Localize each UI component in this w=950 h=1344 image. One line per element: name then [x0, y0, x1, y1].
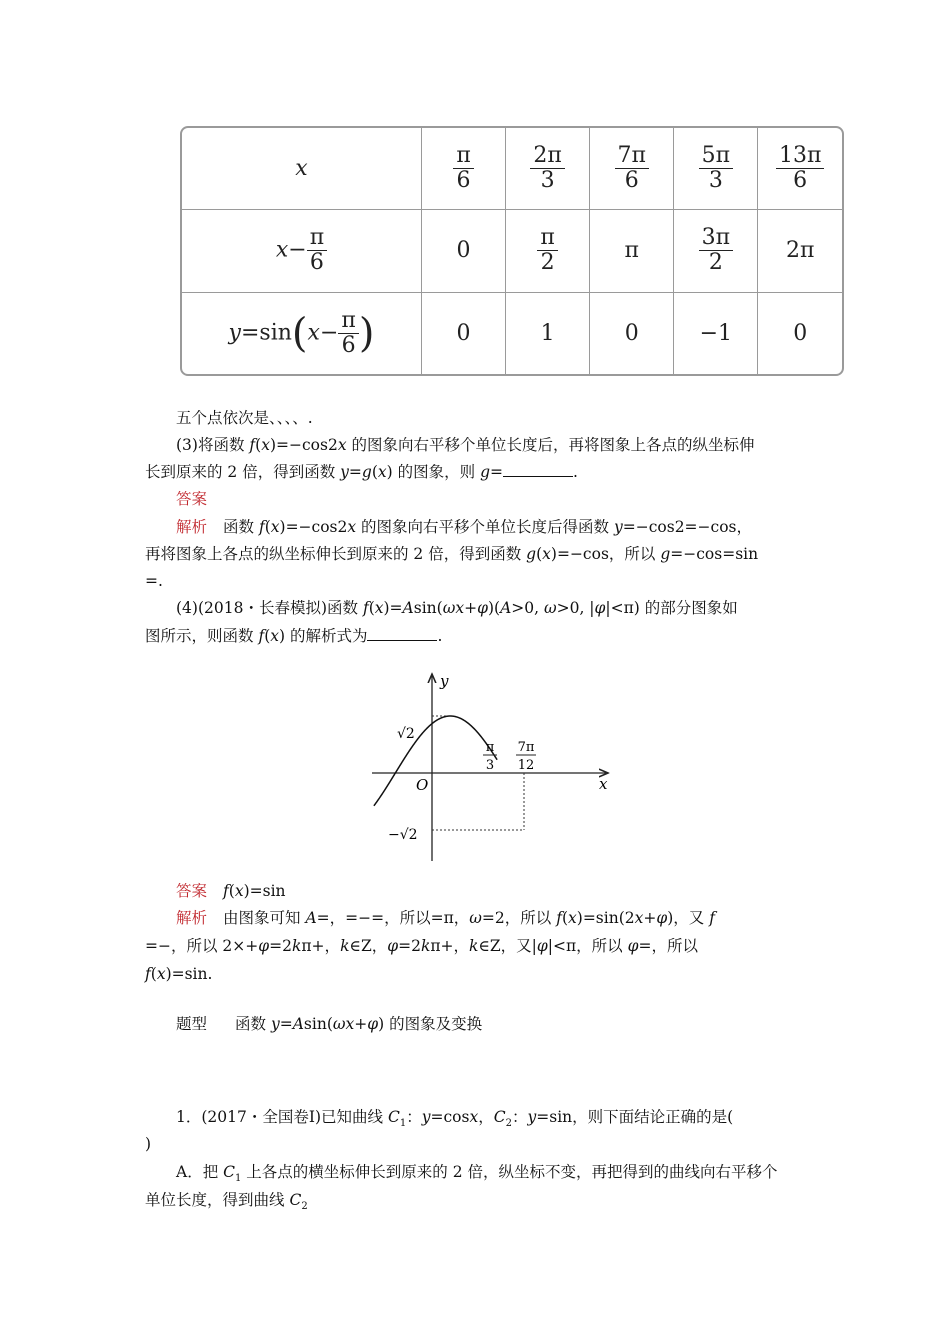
table-cell: 0 [758, 292, 842, 374]
table-cell: 0 [422, 292, 506, 374]
sine-curve [374, 716, 497, 806]
table-cell: 0 [422, 210, 506, 293]
table-cell: $\frac{7\pi}{6}$ [590, 128, 674, 210]
answer-label: 答案 [176, 882, 208, 900]
question-1: 1．(2017・全国卷Ⅰ)已知曲线 $C_1$：y=cosx，$C_2$：y=sin，则下面结论正确的是( [176, 1108, 734, 1130]
table-cell: $\frac{\pi}{6}$ [422, 128, 506, 210]
text-line: 再将图象上各点的纵坐标伸长到原来的 2 倍，得到函数 g(x)=−cos，所以 g=−cos=sin [145, 545, 759, 563]
table-cell: 1 [506, 292, 590, 374]
row-header-y: y=sin(x− $\frac{\pi}{6}$ ) [182, 292, 422, 374]
table-cell: $\frac{2\pi}{3}$ [506, 128, 590, 210]
tick-pi-3-num: π [485, 740, 495, 755]
table-row-shift [182, 210, 842, 293]
text-line: f(x)=sin. [145, 965, 213, 983]
tick-7pi-12-num: 7π [517, 740, 535, 755]
solution-label: 解析 [176, 518, 208, 536]
table-cell: 2π [758, 210, 842, 293]
text-line: 单位长度，得到曲线 $C_2$ [145, 1191, 308, 1213]
value-table [180, 126, 844, 376]
tick-7pi-12-den: 12 [517, 758, 535, 773]
answer-line-4: 答案 f(x)=sin [176, 882, 286, 900]
table-row-y [182, 292, 842, 374]
table-cell: $\frac{3\pi}{2}$ [674, 210, 758, 293]
text-line: 五个点依次是、、、、. [176, 409, 313, 427]
solution-label: 解析 [176, 909, 208, 927]
table-cell: $\frac{5\pi}{3}$ [674, 128, 758, 210]
answer-label: 答案 [176, 490, 208, 508]
solution-line: 解析 函数 f(x)=−cos2x 的图象向右平移个单位长度后得函数 y=−cos2=−cos， [176, 518, 752, 536]
row-header-x: x [182, 128, 422, 210]
table-cell: 0 [590, 292, 674, 374]
solution-line: 解析 由图象可知 A=，=−=，所以=π，ω=2，所以 f(x)=sin(2x+φ)，又 f [176, 909, 715, 927]
text-line: 图所示，则函数 f(x) 的解析式为 . [145, 627, 443, 645]
section-heading: 题型 函数 y=Asin(ωx+φ) 的图象及变换 [176, 1015, 483, 1033]
table-cell: $\frac{13\pi}{6}$ [758, 128, 842, 210]
option-a: A．把 $C_1$ 上各点的横坐标伸长到原来的 2 倍，纵坐标不变，再把得到的曲线向右平移个 [176, 1163, 778, 1185]
table-cell: $\frac{\pi}{2}$ [506, 210, 590, 293]
text-line: =. [145, 572, 163, 590]
table-row-x [182, 128, 842, 210]
answer-blank [503, 462, 573, 477]
y-axis-label: y [440, 672, 449, 690]
sqrt2-label: √2 [397, 726, 415, 742]
table-cell: π [590, 210, 674, 293]
text-line: 长到原来的 2 倍，得到函数 y=g(x) 的图象，则 g= . [145, 463, 578, 481]
tick-pi-3-den: 3 [485, 758, 495, 773]
sine-graph [366, 656, 628, 872]
answer-blank [367, 626, 437, 641]
question-3: (3)将函数 f(x)=−cos2x 的图象向右平移个单位长度后，再将图象上各点的纵坐标伸 [176, 436, 755, 454]
origin-label: O [416, 776, 429, 794]
neg-sqrt2-label: −√2 [388, 827, 418, 843]
question-4: (4)(2018・长春模拟)函数 f(x)=Asin(ωx+φ)(A>0, ω>0, |φ|<π) 的部分图象如 [176, 599, 738, 617]
table-cell: −1 [674, 292, 758, 374]
x-axis-label: x [599, 775, 608, 793]
text-line: =−，所以 2×+φ=2kπ+，k∈Z，φ=2kπ+，k∈Z，又|φ|<π，所以 φ=，所以 [145, 937, 698, 955]
text-line: ) [145, 1135, 152, 1153]
row-header-shift: x− $\frac{\pi}{6}$ [182, 210, 422, 293]
